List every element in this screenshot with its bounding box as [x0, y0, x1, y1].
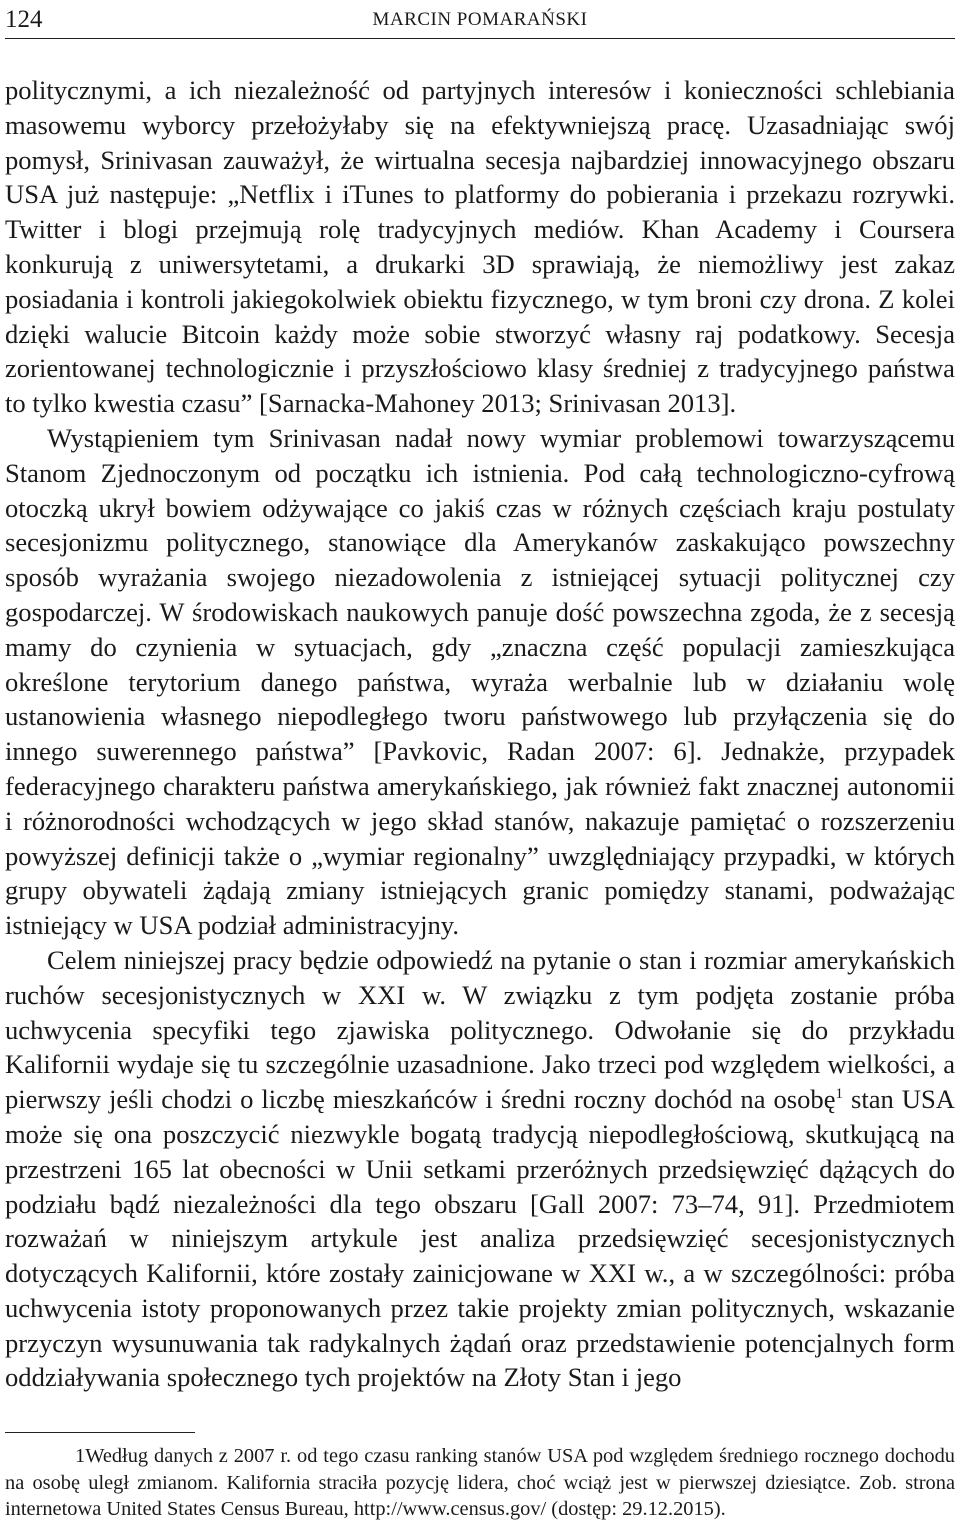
footnotes [5, 1443, 955, 1523]
paragraph-1: politycznymi, a ich niezależność od partyjnych interesów i konieczności schlebiania masowemu wyborcy przełożyłaby się na efektywniejszą pracę. Uzasadniając swój pomysł, Srinivasan zauważył, że wirtualna secesja najbardziej innowacyjnego obszaru USA już następuje: „Netflix i iTunes to platformy do pobierania i przekazu rozrywki. Twitter i blogi przejmują rolę tradycyjnych mediów. Khan Academy i Coursera konkurują z uniwersytetami, a drukarki 3D sprawiają, że niemożliwy jest zakaz posiadania i kontroli jakiegokolwiek obiektu fizycznego, w tym broni czy drona. Z kolei dzięki walucie Bitcoin każdy może sobie stworzyć własny raj podatkowy. Secesja zorientowanej technologicznie i przyszłościowo klasy średniej z tradycyjnego państwa to tylko kwestia czasu” [Sarnacka-Mahoney 2013; Srinivasan 2013]. [5, 75, 955, 419]
main-text [5, 73, 955, 1395]
footnote-1 [5, 1443, 955, 1523]
running-head-author: MARCIN POMARAŃSKI [372, 9, 588, 30]
footnote-text: Według danych z 2007 r. od tego czasu ranking stanów USA pod względem średniego rocznego dochodu na osobę uległ zmianom. Kalifornia straciła pozycję lidera, choć wciąż jest w pierwszej dziesiątce. Zob. strona internetowa United States Census Bureau, http://www.census.gov/ (dostęp: 29.12.2015). [5, 1445, 955, 1520]
paragraph-3-text-before: Celem niniejszej pracy będzie odpowiedź na pytanie o stan i rozmiar amerykańskich ruchów secesjonistycznych w XXI w. W związku z tym podjęta zostanie próba uchwycenia specyfiki tego zjawiska politycznego. Odwołanie się do przykładu Kalifornii wydaje się tu szczególnie uzasadnione. Jako trzeci pod względem wielkości, a pierwszy jeśli chodzi o liczbę mieszkańców i średni roczny dochód na osobę [5, 944, 955, 1115]
paragraph-3 [5, 943, 955, 1395]
paragraph-2: Wystąpieniem tym Srinivasan nadał nowy wymiar problemowi towarzyszącemu Stanom Zjednoczonym od początku ich istnienia. Pod całą technologiczno-cyfrową otoczką ukrył bowiem odżywające co jakiś czas w różnych częściach kraju postulaty secesjonizmu politycznego, stanowiące dla Amerykanów zaskakująco powszechny sposób wyrażania swojego niezadowolenia z istniejącej sytuacji politycznej czy gospodarczej. W środowiskach naukowych panuje dość powszechna zgoda, że z secesją mamy do czynienia w sytuacjach, gdy „znaczna część populacji zamieszkująca określone terytorium danego państwa, wyraża werbalnie lub w działaniu wolę ustanowienia własnego niepodległego tworu państwowego lub przyłączenia się do innego suwerennego państwa” [Pavkovic, Radan 2007: 6]. Jednakże, przypadek federacyjnego charakteru państwa amerykańskiego, jak również fakt znacznej autonomii i różnorodności wchodzących w jego skład stanów, nakazuje pamiętać o rozszerzeniu powyższej definicji także o „wymiar regionalny” uwzględniający przypadki, w których grupy obywateli żądają zmiany istniejących granic pomiędzy stanami, podważając istniejący w USA podział administracyjny. [5, 422, 955, 941]
footnote-divider [5, 1432, 195, 1433]
footnote-reference[interactable]: 1 [835, 1086, 844, 1103]
running-header [5, 2, 955, 39]
page-number: 124 [5, 6, 43, 33]
paragraph-3-text-after: stan USA może się ona poszczycić niezwykle bogatą tradycją niepodległościową, skutkującą na przestrzeni 165 lat obecności w Unii setkami przeróżnych przedsięwzięć dążących do podziału bądź niezależności dla tego obszaru [Gall 2007: 73–74, 91]. Przedmiotem rozważań w niniejszym artykule jest analiza przedsięwzięć secesjonistycznych dotyczących Kalifornii, które zostały zainicjowane w XXI w., a w szczególności: próba uchwycenia istoty proponowanych przez takie projekty zmian politycznych, wskazanie przyczyn wysunuwania tak radykalnych żądań oraz przedstawienie potencjalnych form oddziaływania społecznego tych projektów na Złoty Stan i jego [5, 1084, 955, 1393]
footnote-number: 1 [75, 1445, 86, 1467]
